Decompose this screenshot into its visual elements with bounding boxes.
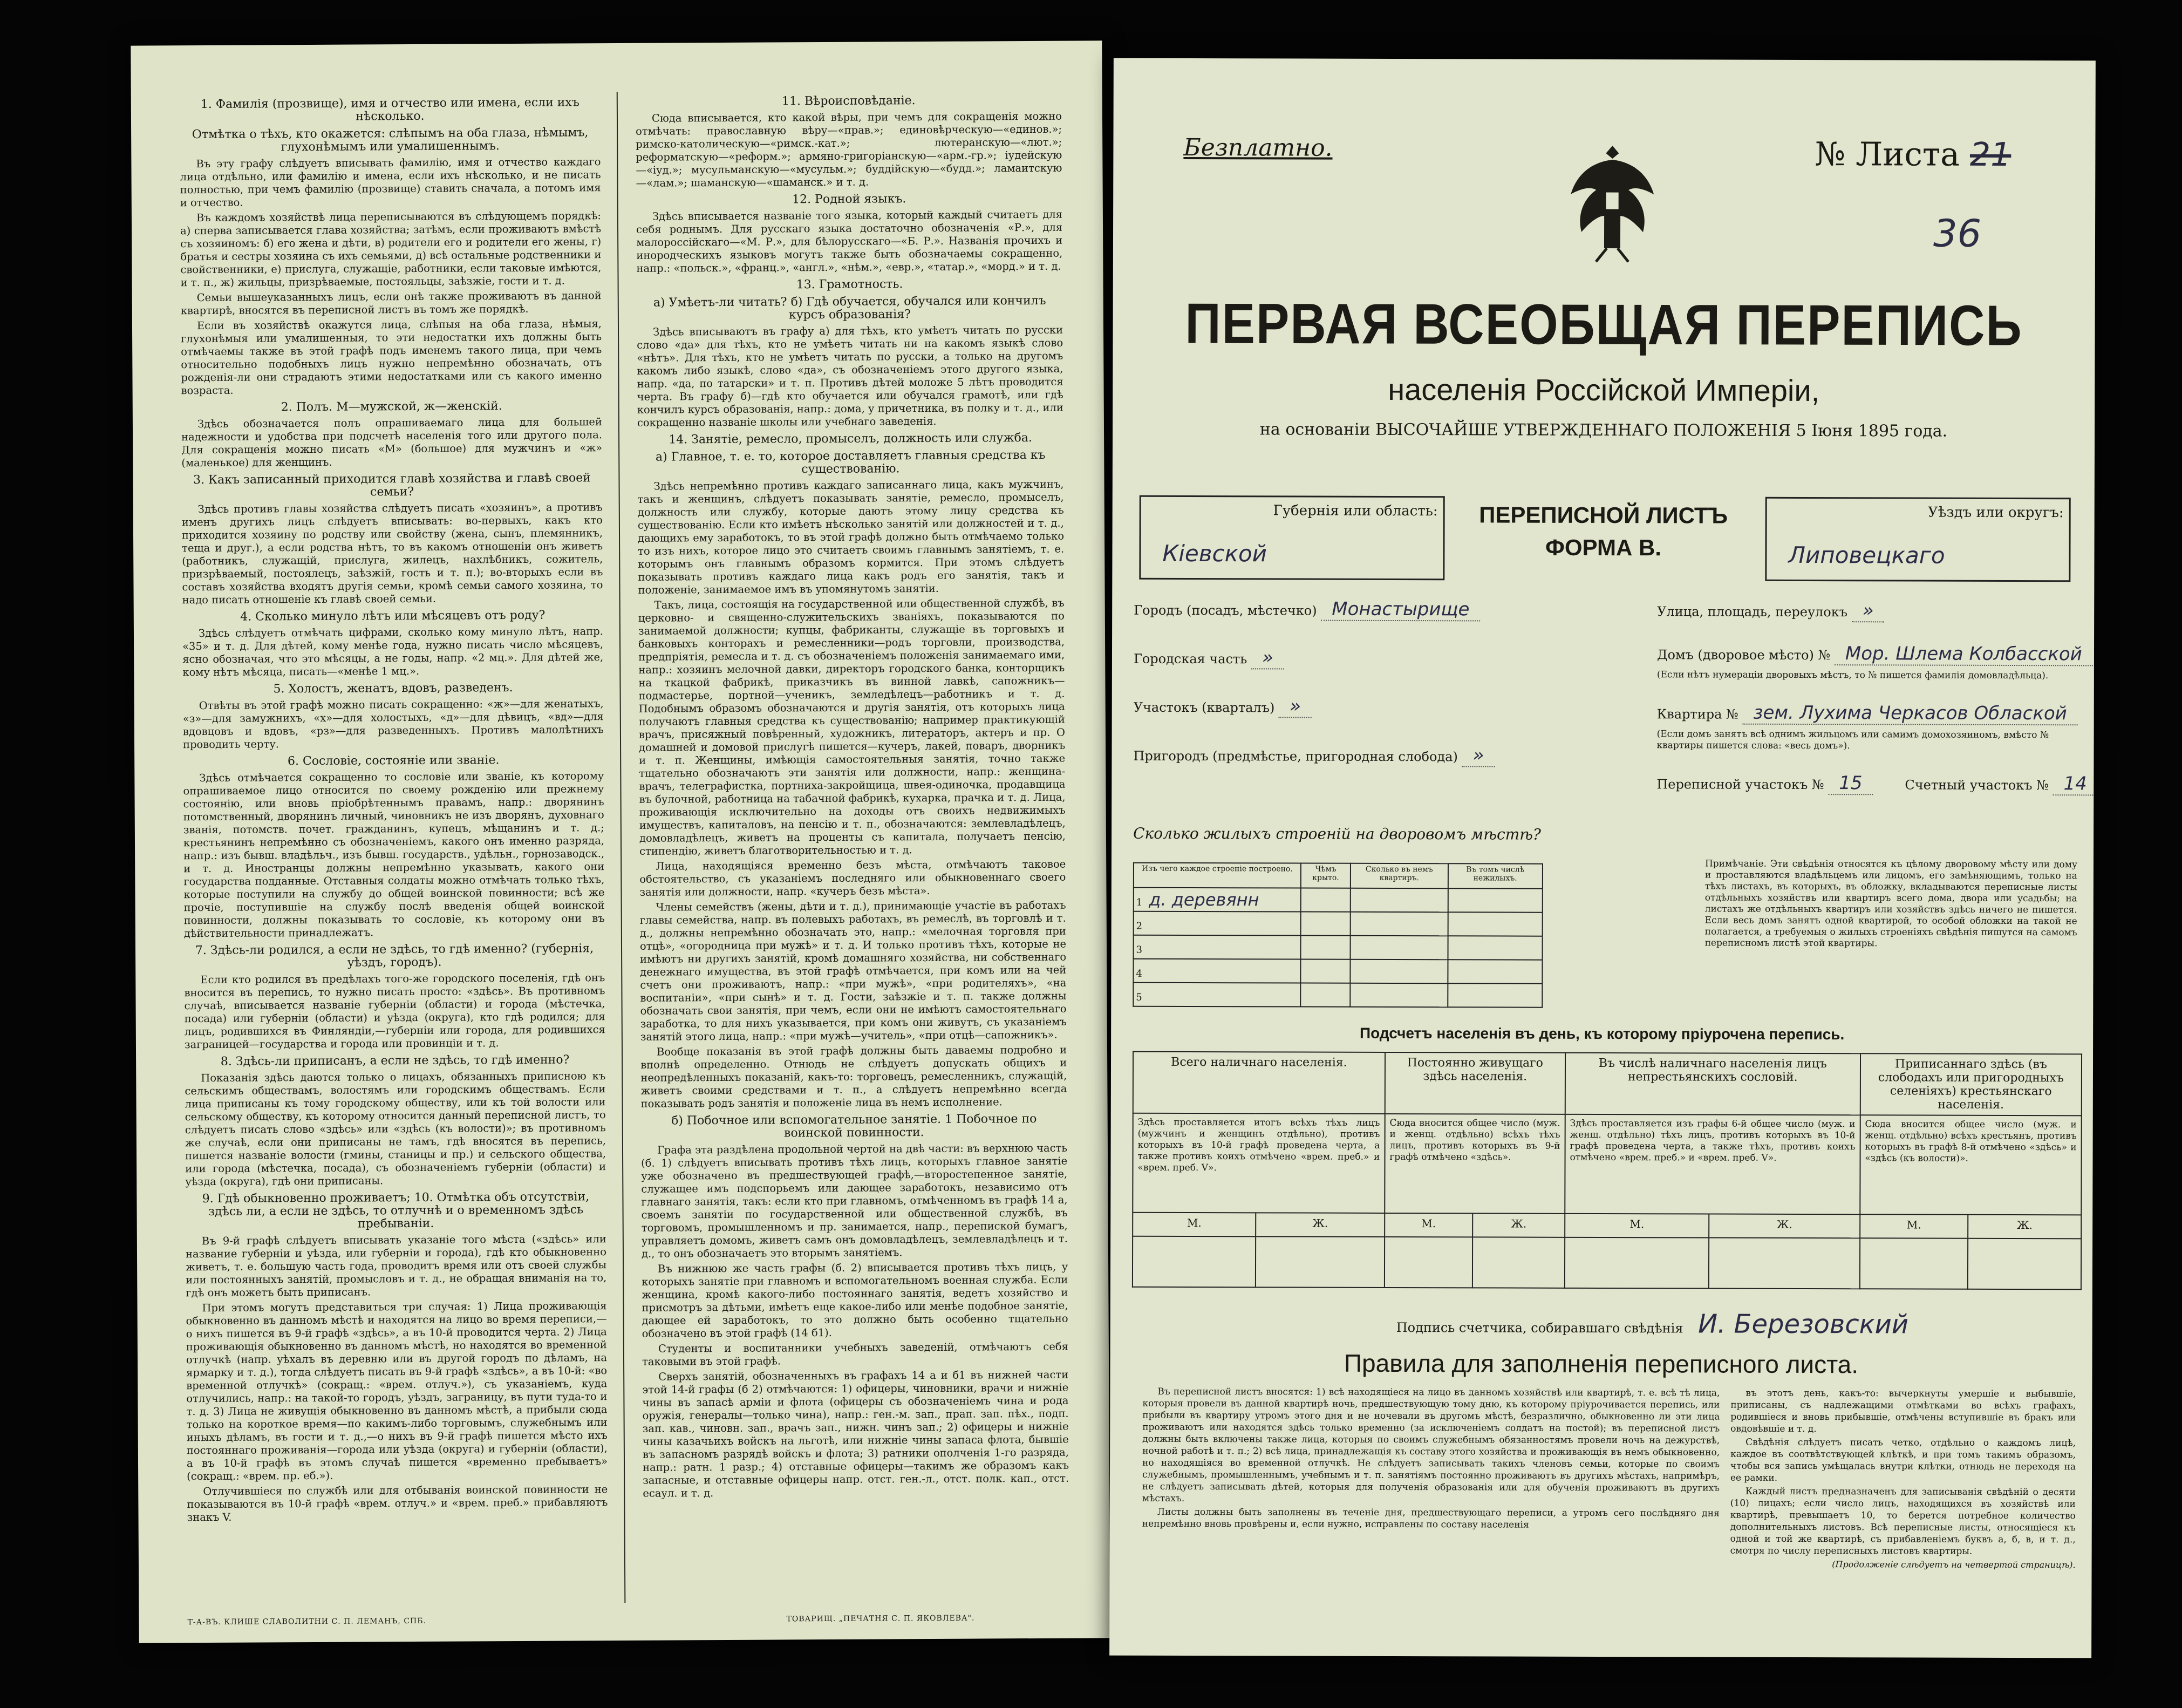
census-basis: на основаніи ВЫСОЧАЙШЕ УТВЕРЖДЕННАГО ПОЛОЖЕНІЯ 5 Іюня 1895 года.	[1259, 420, 1948, 441]
sheet-number	[1815, 135, 2011, 174]
population-table-header: Постоянно живущаго здѣсь населенія.	[1385, 1052, 1565, 1114]
building-row-number: 1	[1136, 896, 1143, 908]
population-count-cell	[1472, 1237, 1565, 1288]
right-page	[1109, 58, 2096, 1658]
house-label: Домъ (дворовое мѣсто) №	[1656, 647, 1831, 663]
section-heading: 12. Родной языкъ.	[792, 192, 906, 207]
left-page	[131, 40, 1110, 1643]
paragraph: Здѣсь непремѣнно противъ каждаго записаннаго лица, какъ мужчинъ, такъ и женщинъ, слѣдуетъ показывать занятіе, ремесло, промыселъ, должность или службу, которые даютъ этому лицу средства къ существованію. Если кто имѣетъ нѣсколько занятій или должностей и т. д., дающихъ ему заработокъ, то въ этой графѣ должно быть отмѣчаемо только то изъ нихъ, которое лицо это считаетъ своимъ главнымъ занятіемъ, т. е. которымъ онъ главнымъ образомъ кормится. При этомъ слѣдуетъ показывать противъ каждаго лица какъ родъ его занятія, такъ и положеніе, занимаемое имъ въ упомянутомъ занятіи.	[637, 478, 1065, 596]
schet-uchastok-label: Счетный участокъ №	[1905, 777, 2049, 793]
section-heading: 2. Полъ. М—мужской, ж—женскій.	[281, 399, 502, 414]
paragraph: Въ нижнюю же часть графы (б. 2) вписывается противъ тѣхъ лицъ, у которыхъ занятіе при главномъ и вспомогательномъ военная служба. Если женщина, кромѣ какого-либо постояннаго занятія, ведетъ хозяйство и присмотръ за дѣтьми, имѣетъ еще какое-либо или менѣе подобное занятіе, дающее ей заработокъ, то это должно быть особенно тщательно обозначено въ этой графѣ (14 б1).	[642, 1260, 1068, 1340]
buildings-table-cell	[1351, 912, 1448, 936]
form-title-line1: ПЕРЕПИСНОЙ ЛИСТЪ	[1479, 502, 1728, 528]
schet-uchastok-value: 14	[2053, 773, 2095, 795]
building-row-number: 4	[1136, 968, 1142, 979]
building-material-cell	[1133, 983, 1300, 1007]
signature-value: И. Березовский	[1698, 1309, 1909, 1340]
printer-imprint-b: ТОВАРИЩ. „ПЕЧАТНЯ С. П. ЯКОВЛЕВА".	[786, 1614, 975, 1624]
uezd-value: Липовецкаго	[1788, 541, 1945, 569]
paragraph: При этомъ могутъ представиться три случая: 1) Лица проживающія обыкновенно въ данномъ мѣстѣ и находятся на лицо во время переписи,—о нихъ пишется въ 9-й графѣ «здѣсь», а въ 10-й проводится черта. 2) Лица проживающія обыкновенно въ данномъ мѣстѣ, но находятся во временной отлучкѣ (напр. уѣхалъ въ деревню или въ другой городъ по дѣламъ, на ярмарку и т. д.), тогда слѣдуетъ писать въ 9-й графѣ «здѣсь», а въ 10-й: «во временной отлучкѣ» (сокращ.: «врем. отлуч.»), съ указаніемъ, куда отлучились, напр.: на такой-то городъ, уѣздъ, заграницу, въ пути туда-то и т. д. 3) Лица не живущія обыкновенно въ данномъ мѣстѣ, а прибыли сюда только на короткое время—по какимъ-либо торговымъ, служебнымъ или иныхъ дѣламъ, въ гости и т. д.,—о нихъ въ 9-й графѣ пишется мѣсто ихъ постояннаго проживанія—города или уѣзда (округа) и губерніи (области), а въ 10-й графѣ въ этомъ случаѣ пишется «временно пребываетъ» (сокращ.: «врем. пр. еб.»).	[186, 1299, 608, 1483]
population-table-header: Всего наличнаго населенія.	[1133, 1052, 1385, 1114]
section-heading: 3. Какъ записанный приходится главѣ хозяйства и главѣ своей семьи?	[193, 471, 591, 499]
prigorod-field	[1133, 744, 1495, 766]
buildings-table-cell	[1301, 912, 1351, 936]
section-heading: 9. Гдѣ обыкновенно проживаетъ; 10. Отмѣтка объ отсутствіи, здѣсь ли, а если не здѣсь, то отлучнѣ и о временномъ здѣсь пребываніи.	[202, 1190, 590, 1231]
buildings-table-cell	[1301, 936, 1351, 960]
buildings-table-row	[1134, 888, 1543, 913]
population-table-description: Сюда вносится общее число (муж. и женщ. отдѣльно) всѣхъ крестьянъ, противъ которыхъ въ графѣ 8-й отмѣчено «здѣсь» и «здѣсь (къ волости)».	[1860, 1115, 2082, 1215]
paragraph: Въ эту графу слѣдуетъ вписывать фамилію, имя и отчество каждаго лица отдѣльно, или фамилію и имена, если ихъ нѣсколько, и не писать полностью, при чемъ фамилію (прозвище) ставить сначала, а потомъ имя и отчество.	[180, 155, 601, 209]
population-count-cell	[1709, 1238, 1860, 1289]
paragraph: Сюда вписывается, кто какой вѣры, при чемъ для сокращенія можно отмѣчать: православную вѣру—«прав.»; единовѣрческую—«единов.»; римско-католическую—«римск.-кат.»; лютеранскую—«лют.»; реформатскую—«реформ.»; армяно-григоріанскую—«арм.-гр.»; іудейскую—«іуд.»; мусульманскую—«мусульм.»; буддійскую—«будд.»; ламаитскую—«лам.»; шаманскую—«шаманск.» и т. д.	[636, 110, 1062, 189]
building-row-number: 5	[1136, 991, 1142, 1003]
section-heading: 8. Здѣсь-ли приписанъ, а если не здѣсь, то гдѣ именно?	[220, 1053, 570, 1069]
perepis-uchastok-field	[1656, 772, 1873, 794]
town-label: Городъ (посадъ, мѣстечко)	[1134, 602, 1317, 618]
buildings-table-header: Въ томъ числѣ нежилыхъ.	[1448, 863, 1543, 888]
section-heading: 5. Холостъ, женатъ, вдовъ, разведенъ.	[273, 681, 513, 696]
buildings-table	[1133, 862, 1543, 1008]
population-table-description: Здѣсь проставляется итогъ всѣхъ тѣхъ лицъ (мужчинъ и женщинъ отдѣльно), противъ которыхъ въ 10-й графѣ проведена черта, а также противъ коихъ отмѣчено «врем. преб.» и «врем. преб. V».	[1133, 1113, 1385, 1213]
gubernia-label: Губернія или область:	[1273, 502, 1438, 520]
rules-paragraph: Свѣдѣнія слѣдуетъ писать четко, отдѣльно о каждомъ лицѣ, каждое въ соотвѣтствующей клѣткѣ, и при томъ такимъ образомъ, чтобы вся запись умѣщалась внутри клѣтки, отнюдь не переходя на ее рамки.	[1730, 1437, 2076, 1484]
population-count-cell	[1385, 1237, 1473, 1288]
paragraph: Отлучившіеся по службѣ или для отбыванія воинской повинности не показываются въ 10-й графѣ «врем. отлуч.» и «врем. преб.» прибавляютъ знакъ V.	[187, 1483, 608, 1524]
city-part-label: Городская часть	[1133, 651, 1247, 667]
male-column-label: М.	[1385, 1213, 1473, 1237]
female-column-label: Ж.	[1472, 1213, 1565, 1237]
paragraph: Такъ, лица, состоящія на государственной или общественной службѣ, въ церковно- и священно-служительскихъ званіяхъ, показываются по занимаемой должности; купцы, фабриканты, служащіе въ торговыхъ и банковыхъ конторахъ и ремесленники—родъ торговли, производства, предпріятія, ремесла и т. д. съ обозначеніемъ положенія занимаемаго ими, напр.: хозяинъ мелочной давки, директоръ городского банка, конторщикъ на ткацкой фабрикѣ, приказчикъ въ винной лавкѣ, сапожникъ—подмастерье, портной—ученикъ, земледѣлецъ—работникъ и т. д. Подобнымъ образомъ обозначаются и другія занятія, отъ которыхъ лица получаютъ главныя средства къ существованію; например практикующій врачъ, присяжный повѣренный, художникъ, литераторъ, актеръ и пр. О домашней и домовой прислугѣ пишется—кучеръ, лакей, поваръ, дворникъ и т. п. Женщины, имѣющія самостоятельныя занятія, точно также тщательно обозначаютъ эти занятія или должности, напр.: женщина-врачъ, телеграфистка, портниха-закройщица, швея-одиночка, продавщица въ булочной, работница на табачной фабрикѣ, кухарка, прачка и т. д. Лица, проживающія исключительно на доходы отъ своихъ недвижимыхъ имуществъ, капиталовъ, на пенсію и т. п., обозначаются: землевладѣлецъ, домовладѣлецъ, живетъ на проценты съ капитала, получаетъ пенсію, стипендію, живетъ благотворительностью и т. д.	[638, 596, 1066, 858]
buildings-table-header: Сколько въ немъ квартиръ.	[1351, 863, 1448, 888]
paragraph: Если въ хозяйствѣ окажутся лица, слѣпыя на оба глаза, нѣмыя, глухонѣмыя или умалишенныя, то эти недостатки ихъ должны быть отмѣчаемы также въ этой графѣ подъ именемъ такого лица, при чемъ относительно подобныхъ лицъ нужно непремѣнно обозначать, отъ рожденія-ли они страдаютъ этими недостатками или съ какого именно возраста.	[181, 317, 602, 397]
buildings-table-cell	[1351, 936, 1448, 960]
uezd-box	[1765, 497, 2070, 582]
uezd-label: Уѣздъ или округъ:	[1927, 504, 2064, 521]
paragraph: Здѣсь отмѣчается сокращенно то сословіе или званіе, къ которому опрашиваемое лицо относится по своему рожденію или прежнему состоянію, или вновь пріобрѣтеннымъ правамъ, напр.: дворянинъ потомственный, дворянинъ личный, чиновникъ не изъ дворянъ, духовнаго званія, потомств. почет. гражданинъ, купецъ, мѣщанинъ и т. д.; крестьянинъ непремѣнно съ обозначеніемъ, какого онъ именно разряда, напр.: изъ бывш. владѣльч., изъ бывш. государств., удѣльн., горнозаводск., и т. д. Иностранцы должны непремѣнно указывать, какого они государства подданные. Отставныя солдаты можно отмѣчать только тѣхъ, которые поступили на службу до общей воинской повинности; всѣ же прочіе, поступившіе на службу послѣ введенія общей воинской повинности, должны показывать то сословіе, къ которому они въ дѣйствительности принадлежатъ.	[183, 770, 605, 940]
street-value: »	[1852, 600, 1885, 622]
building-row-number: 2	[1136, 920, 1143, 932]
section-heading: а) Главное, т. е. то, которое доставляетъ главныя средства къ существованію.	[655, 448, 1046, 477]
column-divider	[617, 92, 626, 1603]
section-heading: 6. Сословіе, состояніе или званіе.	[287, 753, 500, 768]
paragraph: Сверхъ занятій, обозначенныхъ въ графахъ 14 а и б1 въ нижней части этой 14-й графы (б 2) отмѣчаются: 1) офицеры, чиновники, врачи и нижніе чины въ запасѣ арміи и флота (офицеры съ обозначеніемъ чина и рода оружія, генералы—только чина), напр.: ген.-м. зап., прап. зап. пѣх., подп. зап. кав., чиновн. зап., врачъ зап., нижн. чинъ зап.; 2) офицеры и нижніе чины казачьихъ войскъ на льготѣ, или нижніе чины запаса флота, бывшіе въ запасномъ разрядѣ войскъ и флота; 3) ратники ополченія 1-го разряда, напр.: ратн. 1 разр.; 4) отставные офицеры—такимъ же образомъ какъ запасные, и отставные офицеры напр. отст. ген.-л., отст. полк. кап., отст. есаул. и т. д.	[642, 1368, 1069, 1500]
rules-column-b	[1730, 1387, 2076, 1573]
building-row-number: 3	[1136, 944, 1143, 956]
paragraph: Вообще показанія въ этой графѣ должны быть даваемы подробно и вполнѣ определенно. Отнюдь не слѣдуетъ допускать общихъ и неопредѣленныхъ показаній, какъ-то: торговецъ, ремесленникъ, служащій, живетъ своими средствами и т. п., а слѣдуетъ непремѣнно всегда показывать родъ занятія и положеніе лица въ немъ исполнение.	[640, 1043, 1067, 1110]
rules-paragraph: Въ переписной листъ вносятся: 1) всѣ находящіеся на лицо въ данномъ хозяйствѣ или квартирѣ, т. е. всѣ тѣ лица, которыя провели въ данной квартирѣ ночь, предшествующую тому дню, къ которому пріурочивается перепись, или прибыли въ квартиру утромъ этого дня и не ночевали въ другомъ мѣстѣ, безразлично, обыкновенно ли эти лица проживаютъ или находятся здѣсь только временно (за исключеніемъ солдатъ на постой); въ переписной листъ должны быть включены также лица, которыя по своимъ служебнымъ обязанностямъ провели ночь на дежурствѣ, ночной работѣ и т. п.; 2) всѣ лица, принадлежащія къ составу этого хозяйства и проживающія въ немъ обыкновенно, но находящіяся во временной отлучкѣ. Не слѣдуетъ записывать такихъ членовъ семьи, которые по своимъ служебнымъ, промышленнымъ, учебнымъ и т. п. занятіямъ постоянно проживаютъ въ другихъ мѣстахъ, напримѣръ, не слѣдуетъ записывать дѣтей, которыя для полученія образованія или для обученія проживаютъ въ другихъ мѣстахъ.	[1142, 1386, 1720, 1504]
building-material-cell	[1134, 935, 1301, 960]
paragraph: Показанія здѣсь даются только о лицахъ, обязанныхъ приписною къ сельскимъ обществамъ, волостямъ или городскимъ обществамъ. Если лица приписаны къ тому городскому обществу, или къ той волости или сельскому обществу, къ которому относится данный переписной листъ, то слѣдуетъ писать слово «здѣсь» или «здѣсь (къ волости)»; въ противномъ же случаѣ, если они приписаны не тамъ, гдѣ вносятся въ перепись, пишется названіе волости (гмины, станицы и пр.) и сельского общества, или города (мѣстечка, посада), съ обозначеніемъ губерніи (области) и уѣзда (округа), гдѣ они приписаны.	[185, 1070, 606, 1188]
population-table-description: Здѣсь проставляется изъ графы 6-й общее число (муж. и женщ. отдѣльно) тѣхъ лицъ, противъ которыхъ въ 10-й графѣ проведена черта, а также тѣхъ, противъ коихъ отмѣчено «врем. преб.» и «врем. преб. V».	[1565, 1114, 1860, 1214]
paragraph: Графа эта раздѣлена продольной чертой на двѣ части: въ верхнюю часть (б. 1) слѣдуетъ вписывать противъ тѣхъ лицъ, которыхъ главное занятіе уже обозначено въ предшествующей графѣ,—второстепенное занятіе, служащее имъ подспорьемъ или дающее заработокъ, независимо отъ главнаго занятія, такъ: если кто при главномъ, отмѣченномъ въ графѣ 14 а, своемъ занятіи по государственной или общественной службѣ, въ торговомъ, промышленномъ и пр. занимается, напр., перепиской бумагъ, управляетъ домомъ, живетъ самъ онъ домовладѣлецъ, землевладѣлецъ и т. д., то онъ обозначаетъ это вторымъ занятіемъ.	[641, 1141, 1068, 1260]
town-value: Монастырище	[1321, 598, 1480, 622]
population-count-cell	[1860, 1238, 1968, 1289]
form-title-line2: ФОРМА В.	[1545, 534, 1662, 561]
signature-label: Подпись счетчика, собиравшаго свѣдѣнія	[1396, 1320, 1683, 1336]
city-part-field	[1134, 647, 1284, 669]
buildings-table-header: Изъ чего каждое строеніе построено.	[1134, 863, 1301, 888]
paragraph: Здѣсь вписывается названіе того языка, который каждый считаетъ для себя роднымъ. Для русскаго языка достаточно обозначенія «Р.», для малороссійскаго—«М. Р.», для бѣлорусскаго—«Б. Р.». Названія прочихъ и инородческихъ языковъ могутъ также быть обозначаемы сокращенно, напр.: «польск.», «франц.», «англ.», «нѣм.», «евр.», «татар.», «морд.» и т. д.	[636, 208, 1063, 275]
town-field	[1134, 598, 1480, 621]
male-column-label: М.	[1860, 1214, 1968, 1239]
double-headed-eagle-emblem	[1561, 140, 1664, 264]
paragraph: Отвѣты въ этой графѣ можно писать сокращенно: «ж»—для женатыхъ, «з»—для замужнихъ, «х»—для холостыхъ, «д»—для дѣвицъ, «вд»—для вдовцовъ и вдовъ, «рз»—для разведенныхъ. Противъ малолѣтнихъ проводить черту.	[182, 697, 604, 751]
buildings-table-row	[1134, 935, 1543, 960]
buildings-table-row	[1133, 959, 1542, 984]
section-heading: 4. Сколько минуло лѣтъ или мѣсяцевъ отъ роду?	[240, 608, 546, 624]
flat-field	[1657, 702, 2078, 724]
paragraph: Здѣсь противъ главы хозяйства слѣдуетъ писать «хозяинъ», а противъ именъ другихъ лицъ слѣдуетъ вписывать: во-первыхъ, какъ кто приходится хозяину по родству или свойству (жена, сынъ, племянникъ, теща и друг.), а если родства нѣтъ, то въ какомъ отношеніи онъ живетъ (работникъ, служащій, прислуга, жилецъ, нахлѣбникъ, сожитель, призрѣваемый, постоялецъ, заѣзжій, гость и т. п.); во-вторыхъ если въ составъ хозяйства входятъ другія семьи, кромѣ семьи самого хозяина, то надо писать отношеніе къ главѣ своей семьи.	[181, 501, 603, 607]
section-heading: 14. Занятіе, ремесло, промыселъ, должность или служба.	[669, 431, 1033, 447]
left-column-a	[180, 92, 608, 1526]
female-column-label: Ж.	[1968, 1215, 2082, 1239]
buildings-table-cell	[1448, 936, 1543, 960]
street-field	[1657, 599, 1885, 621]
uchastok-label: Участокъ (кварталъ)	[1133, 699, 1275, 716]
population-count-cell	[1256, 1236, 1385, 1288]
building-material-cell	[1134, 911, 1301, 936]
paragraph: Если кто родился въ предѣлахъ того-же городского поселенія, гдѣ онъ вносится въ перепись, то нужно писать просто: «здѣсь». Въ противномъ случаѣ, вписывается названіе губерніи (области) и города (мѣстечка, посада) или губерніи (области) и уѣзда (округа), кто гдѣ родился; для лицъ, родившихся въ Финляндіи,—губерніи или города, для родившихся заграницей—государства и города или провинціи и т. д.	[184, 971, 605, 1051]
primechanie-note: Примѣчаніе. Эти свѣдѣнія относятся къ цѣлому дворовому мѣсту или дому и проставляются владѣльцемъ или лицомъ, его замѣняющимъ, только на тѣхъ листахъ, въ которыхъ, въ обложку, вкладываются переписные листы отдѣльныхъ хозяйствъ или квартиръ всего дома, двора или усадьбы; на листахъ же отдѣльныхъ квартиръ или хозяйствъ здѣсь ничего не пишется. Если весь домъ занятъ одной квартирой, то особой обложки на такой не полагается, а требуемыя о жилыхъ строеніяхъ свѣдѣнія пишутся на самомъ переписномъ листѣ этой квартиры.	[1704, 858, 2077, 949]
building-material-value: д. деревянн	[1149, 889, 1259, 910]
gubernia-box	[1139, 495, 1444, 580]
population-count-cell	[1133, 1236, 1256, 1288]
rules-paragraph: въ этотъ день, какъ-то: вычеркнуты умершіе и выбывшіе, приписаны, съ надлежащими отмѣтками во всѣхъ графахъ, родившіеся и вновь прибывшіе, отмѣчены вступившіе въ бракъ или овдовѣвшіе и т. д.	[1730, 1387, 2076, 1435]
buildings-table-cell	[1351, 960, 1448, 983]
paragraph: Лица, находящіяся временно безъ мѣста, отмѣчаютъ таковое обстоятельство, съ указаніемъ последняго или обыкновеннаго своего занятія или должности, напр. «кучеръ безъ мѣста».	[639, 858, 1066, 899]
sheet-number-value: 21	[1969, 135, 2011, 174]
uchastok-field	[1134, 695, 1312, 717]
paragraph: Здѣсь вписываютъ въ графу а) для тѣхъ, кто умѣетъ читать по русски слово «да» для тѣхъ, кто не умѣетъ читать ни на какомъ языкѣ слово «нѣтъ». Для тѣхъ, кто не умѣетъ читать по русски, а только на другомъ какомъ либо языкѣ, слово «да», съ обозначеніемъ этого другого языка, напр. «да, по татарски» и т. п. Противъ дѣтей моложе 5 лѣтъ проводится черта. Въ графу б)—гдѣ кто обучается или обучался грамотѣ, или гдѣ кончилъ курсъ образованія, напр.: дома, у причетника, въ полку и т. д., или сокращенно названіе школы или учебнаго заведенія.	[637, 323, 1063, 429]
population-count-cell	[1968, 1239, 2081, 1290]
enumerator-signature	[1396, 1308, 1908, 1339]
buildings-table-cell	[1448, 983, 1543, 1007]
section-heading: 11. Вѣроисповѣданіе.	[781, 94, 916, 108]
census-subtitle: населенія Россійской Имперіи,	[1388, 372, 1820, 408]
section-heading: 13. Грамотность.	[796, 277, 903, 292]
buildings-table-cell	[1350, 983, 1447, 1007]
printer-imprint-a: Т-А-ВЪ. КЛИШЕ СЛАВОЛИТНИ С. П. ЛЕМАНЪ, СПБ.	[187, 1616, 427, 1627]
buildings-table-cell	[1301, 888, 1351, 912]
male-column-label: М.	[1565, 1214, 1709, 1238]
paragraph: Въ 9-й графѣ слѣдуетъ вписывать указаніе того мѣста («здѣсь» или название губерніи и уѣзда, или губерніи и города), гдѣ кто обыкновенно живетъ, т. е. большую часть года, проводитъ время или отъ своей службы или постоянныхъ занятій, промысловъ и т. д., не обращая вниманія на то, гдѣ онъ можетъ быть приписанъ.	[185, 1233, 607, 1299]
male-column-label: М.	[1133, 1213, 1256, 1237]
buildings-table-row	[1134, 911, 1543, 936]
buildings-table-cell	[1448, 960, 1543, 983]
house-note: (Если нѣтъ нумераціи дворовыхъ мѣстъ, то № пишется фамилія домовладѣльца).	[1656, 669, 2049, 682]
buildings-table-header: Чѣмъ крыто.	[1301, 863, 1351, 888]
form-title	[1457, 499, 1749, 564]
buildings-table-cell	[1300, 983, 1350, 1007]
sheet-number-label: № Листа	[1815, 135, 1960, 174]
house-field	[1657, 642, 2093, 665]
prigorod-label: Пригородъ (предмѣстье, пригородная слобода)	[1133, 748, 1458, 765]
female-column-label: Ж.	[1256, 1213, 1385, 1237]
flat-label: Квартира №	[1656, 706, 1738, 722]
street-label: Улица, площадь, переулокъ	[1657, 604, 1848, 620]
section-heading: б) Побочное или вспомогательное занятіе. 1 Побочное по воинской повинности.	[671, 1112, 1037, 1140]
section-heading: Отмѣтка о тѣхъ, кто окажется: слѣпымъ на оба глаза, нѣмымъ, глухонѣмымъ или умалишеннымъ.	[192, 126, 589, 154]
buildings-table-cell	[1448, 912, 1543, 936]
gubernia-value: Кіевской	[1162, 540, 1267, 567]
paragraph: Студенты и воспитанники учебныхъ заведеній, отмѣчаютъ себя таковыми въ этой графѣ.	[642, 1340, 1068, 1368]
rules-title: Правила для заполненія переписного листа.	[1344, 1349, 1859, 1379]
buildings-question: Сколько жилыхъ строеній на дворовомъ мѣстѣ?	[1133, 824, 1542, 843]
paragraph: Въ каждомъ хозяйствѣ лица переписываются въ слѣдующемъ порядкѣ: а) сперва записывается глава хозяйства; затѣмъ, если проживаютъ вмѣстѣ съ хозяиномъ: б) его жена и дѣти, в) родители его и родители его жены, г) братья и сестры хозяина съ ихъ семьями, д) всѣ остальные родственники и свойственники, е) прислуга, служащіе, работники, если таковые имѣются, и т. п., ж) жильцы, призрѣваемые, постояльцы, заѣзжіе, гости и т. д.	[180, 209, 602, 289]
building-material-cell	[1134, 888, 1301, 912]
population-table-header: Въ числѣ наличнаго населенія лицъ непрестьянскихъ сословій.	[1565, 1053, 1860, 1115]
prigorod-value: »	[1462, 744, 1495, 767]
uchastok-value: »	[1279, 695, 1312, 718]
handwritten-page-number: 36	[1933, 211, 1982, 256]
paragraph: Здѣсь слѣдуетъ отмѣчать цифрами, сколько кому минуло лѣтъ, напр. «35» и т. д. Для дѣтей, кому менѣе года, нужно писать число мѣсяцевъ, ясно обозначая, что это мѣсяцы, а не годы, напр. «2 мц.». Для дѣтей же, кому нѣтъ мѣсяца, писать—«менѣе 1 мц.».	[182, 625, 604, 679]
flat-value: зем. Лухима Черкасов Облаской	[1742, 702, 2078, 726]
free-label: Безплатно.	[1183, 133, 1333, 162]
buildings-table-row	[1133, 983, 1542, 1008]
section-heading: 1. Фамилія (прозвище), имя и отчество или имена, если ихъ нѣсколько.	[200, 96, 579, 124]
section-heading: а) Умѣетъ-ли читать? б) Гдѣ обучается, обучался или кончилъ курсъ образованія?	[653, 294, 1046, 322]
building-material-cell	[1133, 959, 1300, 983]
flat-note: (Если домъ занятъ всѣ однимъ жильцомъ или самимъ домохозяиномъ, вмѣсто № квартиры пишется слова: «весь домъ»).	[1656, 729, 2049, 752]
city-part-value: »	[1251, 647, 1284, 669]
paragraph: Здѣсь обозначается полъ опрашиваемаго лица для большей надежности и удобства при подсчетѣ населенія того или другого пола. Для сокращенія можно писать «М» (большое) для мужчинъ и «ж» (маленькое) для женщинъ.	[181, 416, 603, 469]
census-title: ПЕРВАЯ ВСЕОБЩАЯ ПЕРЕПИСЬ	[1185, 292, 2023, 358]
population-count-title: Подсчетъ населенія въ день, къ которому пріурочена перепись.	[1359, 1024, 1845, 1043]
section-heading: 7. Здѣсь-ли родился, а если не здѣсь, то гдѣ именно? (губернія, уѣздъ, городъ).	[195, 942, 594, 970]
female-column-label: Ж.	[1709, 1214, 1860, 1239]
schet-uchastok-field	[1905, 772, 2096, 794]
buildings-table-cell	[1448, 888, 1543, 912]
perepis-uchastok-value: 15	[1828, 772, 1873, 795]
population-table-header: Приписаннаго здѣсь (въ слободахъ или пригородныхъ селеніяхъ) крестьянскаго населенія.	[1860, 1053, 2082, 1115]
buildings-table-cell	[1351, 888, 1448, 912]
rules-paragraph: Каждый листъ предназначенъ для записыванія свѣдѣній о десяти (10) лицахъ; если число лицъ, находящихся въ хозяйствѣ или квартирѣ, превышаетъ 10, то берется потребное количество дополнительныхъ листовъ. Всѣ переписные листы, относящіеся къ одной и той же квартирѣ, съ прибавленіемъ буквъ а, б, в, и т. д., смотря по числу переписныхъ листовъ квартиры.	[1730, 1486, 2076, 1557]
paragraph: Члены семействъ (жены, дѣти и т. д.), принимающіе участіе въ работахъ главы семейства, напр. въ полевыхъ работахъ, въ ремеслѣ, въ торговлѣ и т. д., должны непремѣнно обозначать это, напр.: «мелочная торговля при отцѣ», «огородница при мужѣ» и т. д. И только противъ тѣхъ, которые не имѣютъ ни другихъ занятій, кромѣ домашняго хозяйства, ни собственнаго денежнаго имущества, въ этой графѣ отмѣчается, при комъ или на чей счетъ они проживаютъ, напр.: «при мужѣ», «при родителяхъ», «на воспитаніи», «при сынѣ» и т. д. Гости, заѣзжіе и т. п. также должны обозначать свои занятія, при чемъ, если они не имѣютъ самостоятельнаго заработка, то для нихъ указывается, при комъ они живутъ, съ указаніемъ занятій этого лица, напр.: «при мужѣ—учитель», «при отцѣ—сапожникъ».	[639, 899, 1067, 1043]
house-value: Мор. Шлема Колбасской	[1835, 643, 2093, 666]
paragraph: Семьи вышеуказанныхъ лицъ, если онѣ также проживаютъ въ данной квартирѣ, вносятся въ переписной листъ въ томъ же порядкѣ.	[180, 289, 602, 317]
rules-paragraph: Листы должны быть заполнены въ теченіе дня, предшествующаго переписи, а утромъ сего послѣдняго дня непремѣнно вновь провѣрены и, если нужно, исправлены по составу населенія	[1142, 1506, 1720, 1530]
population-count-cell	[1565, 1237, 1709, 1289]
rules-column-a	[1142, 1386, 1720, 1533]
perepis-uchastok-label: Переписной участокъ №	[1656, 777, 1824, 793]
population-table-description: Сюда вносится общее число (муж. и женщ. отдѣльно) всѣхъ тѣхъ лицъ, противъ которыхъ въ 9-й графѣ отмѣчено «здѣсь».	[1385, 1114, 1565, 1214]
rules-continuation-note: (Продолженіе слѣдуетъ на четвертой страницѣ).	[1832, 1559, 2076, 1570]
population-count-table	[1132, 1051, 2082, 1290]
buildings-table-cell	[1300, 960, 1350, 983]
left-column-b	[636, 90, 1069, 1502]
